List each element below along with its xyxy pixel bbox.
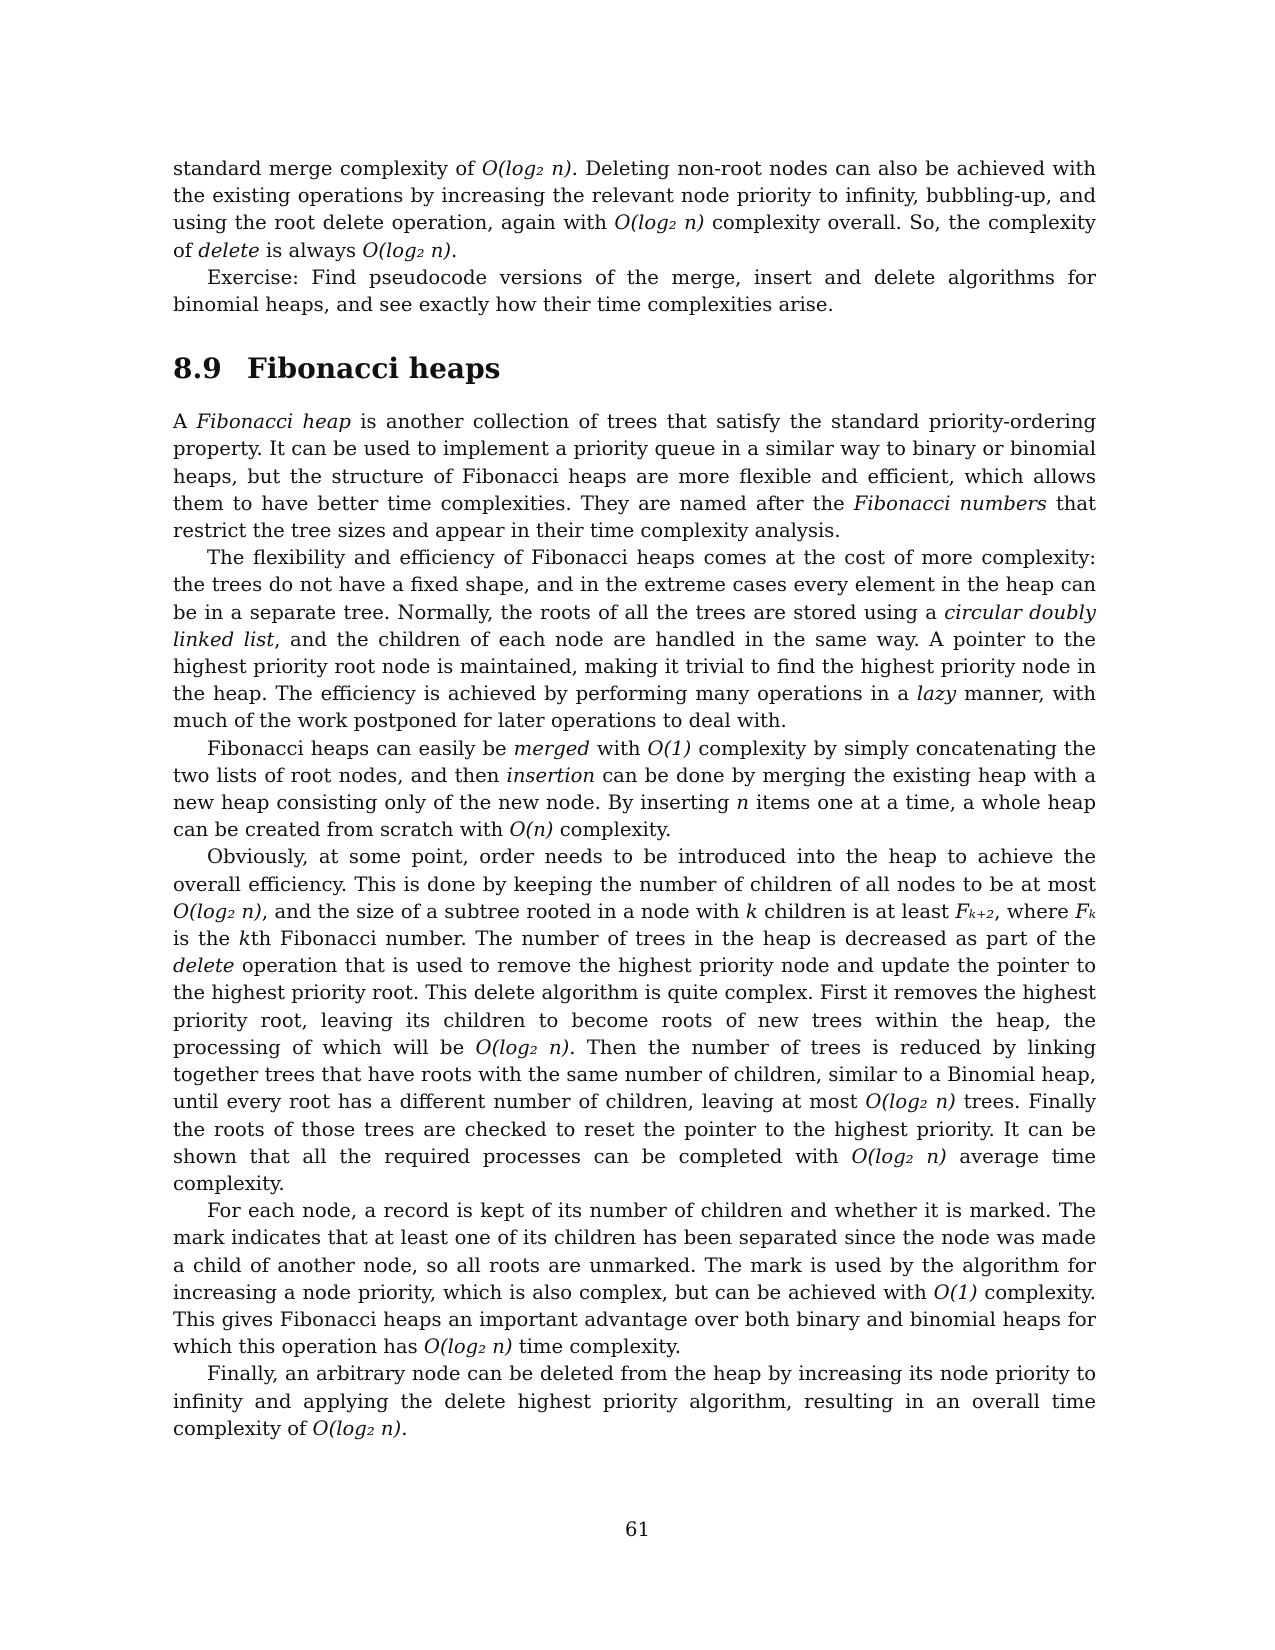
text-run: items one at a time, a whole heap can be created from scratch with bbox=[173, 791, 1096, 842]
math-expression: O(1) bbox=[933, 1280, 978, 1304]
section-heading bbox=[173, 352, 1096, 386]
math-expression: O(log₂ n) bbox=[481, 157, 572, 180]
text-run: . Deleting non-root nodes can also be achieved with the existing operations by increasing the relevant node priority to infinity, bubbling-up, and using the root delete operation, again with bbox=[173, 157, 1096, 235]
page-body bbox=[173, 155, 1096, 1442]
paragraph bbox=[173, 408, 1096, 544]
top-paragraphs bbox=[173, 155, 1096, 318]
section-number: 8.9 bbox=[173, 352, 222, 386]
text-run: manner, with much of the work postponed for later operations to deal with. bbox=[173, 682, 1096, 733]
text-run: , where bbox=[994, 899, 1076, 923]
paragraph bbox=[173, 264, 1096, 318]
math-expression: Fₖ₊₂ bbox=[955, 899, 995, 923]
math-expression: k bbox=[238, 927, 251, 951]
emphasis-term: delete bbox=[173, 954, 235, 978]
text-run: trees. Finally the roots of those trees are checked to reset the pointer to the highest priority. It can be shown that all the required processes can be completed with bbox=[173, 1090, 1097, 1168]
text-run: complexity by simply concatenating the two lists of root nodes, and then bbox=[173, 736, 1096, 787]
math-expression: n bbox=[736, 791, 750, 815]
math-expression: O(log₂ n) bbox=[865, 1090, 956, 1114]
math-expression: O(log₂ n) bbox=[362, 238, 451, 262]
math-expression: Fₖ bbox=[1075, 899, 1096, 923]
text-run: Finally, an arbitrary node can be deleted from the heap by increasing its node priority to infinity and applying the delete highest priority algorithm, resulting in an overall time complexity of bbox=[173, 1362, 1096, 1440]
emphasis-term: insertion bbox=[506, 763, 596, 787]
text-run: , and the children of each node are handled in the same way. A pointer to the highest priority root node is maintained, making it trivial to find the highest priority node in the heap. The efficiency is achieved by performing many operations in a bbox=[173, 627, 1096, 706]
math-expression: O(log₂ n) bbox=[614, 211, 705, 235]
text-run: . Then the number of trees is reduced by linking together trees that have roots with the same number of children, similar to a Binomial heap, until every root has a different number of children, leaving at most bbox=[173, 1035, 1096, 1114]
paragraph bbox=[173, 1360, 1096, 1442]
text-run: time complexity. bbox=[512, 1335, 681, 1359]
emphasis-term: Fibonacci numbers bbox=[853, 491, 1047, 515]
paragraph bbox=[173, 155, 1096, 264]
paragraph bbox=[173, 843, 1096, 1197]
text-run: is the bbox=[173, 927, 239, 951]
section-paragraphs bbox=[173, 408, 1096, 1442]
math-expression: O(log₂ n) bbox=[475, 1035, 570, 1059]
text-run: standard merge complexity of bbox=[173, 157, 482, 180]
text-run: Fibonacci heaps can easily be bbox=[207, 736, 514, 760]
paragraph bbox=[173, 735, 1096, 844]
text-run: For each node, a record is kept of its number of children and whether it is marked. The mark indicates that at least one of its children has been separated since the node was made a child of another node, so all roots are unmarked. The mark is used by the algorithm for increasing a node priority, which is also complex, but can be achieved with bbox=[173, 1199, 1096, 1304]
emphasis-term: lazy bbox=[916, 682, 957, 706]
text-run: with bbox=[589, 736, 648, 760]
text-run: is always bbox=[259, 238, 363, 262]
text-run: complexity. This gives Fibonacci heaps an important advantage over both binary and binomial heaps for which this operation has bbox=[173, 1280, 1096, 1359]
page-number: 61 bbox=[625, 1518, 650, 1541]
text-run: . bbox=[450, 238, 458, 262]
text-run: complexity. bbox=[553, 818, 672, 842]
math-expression: O(log₂ n) bbox=[423, 1335, 513, 1359]
section-title: Fibonacci heaps bbox=[247, 352, 501, 386]
math-expression: O(log₂ n) bbox=[173, 899, 262, 923]
text-run: , and the size of a subtree rooted in a node with bbox=[261, 899, 746, 923]
text-run: operation that is used to remove the highest priority node and update the pointer to the highest priority root. This delete algorithm is quite complex. First it removes the highest priority root, leaving its children to become roots of new trees within the heap, the processing of which will be bbox=[173, 954, 1096, 1059]
text-run: . bbox=[401, 1416, 408, 1440]
text-run: th Fibonacci number. The number of trees in the heap is decreased as part of the bbox=[250, 927, 1096, 951]
emphasis-term: circular doubly linked list bbox=[173, 600, 1096, 651]
text-run: Exercise: Find pseudocode versions of the merge, insert and delete algorithms for binomial heaps, and see exactly how their time complexities arise. bbox=[173, 265, 1096, 317]
text-run: complexity overall. So, the complexity of bbox=[173, 211, 1096, 262]
text-run: that restrict the tree sizes and appear in their time complexity analysis. bbox=[173, 491, 1096, 543]
paragraph bbox=[173, 1197, 1096, 1360]
math-expression: O(log₂ n) bbox=[312, 1416, 402, 1440]
math-expression: O(n) bbox=[509, 818, 554, 842]
text-run: A bbox=[173, 410, 197, 434]
emphasis-term: merged bbox=[513, 736, 590, 760]
text-run: can be done by merging the existing heap with a new heap consisting only of the new node. By inserting bbox=[173, 763, 1096, 815]
text-run: children is at least bbox=[757, 899, 956, 923]
text-run: average time complexity. bbox=[173, 1144, 1097, 1195]
text-run: The flexibility and efficiency of Fibonacci heaps comes at the cost of more complexity: the trees do not have a fixed shape, and in the extreme cases every element in the heap can be in a separate tree. Normally, the roots of all the trees are stored using a bbox=[173, 546, 1096, 624]
emphasis-term: delete bbox=[198, 238, 260, 262]
math-expression: O(log₂ n) bbox=[851, 1144, 947, 1168]
emphasis-term: Fibonacci heap bbox=[196, 410, 351, 434]
math-expression: k bbox=[745, 899, 758, 923]
math-expression: O(1) bbox=[647, 736, 692, 760]
text-run: is another collection of trees that satisfy the standard priority-ordering property. It can be used to implement a priority queue in a similar way to binary or binomial heaps, but the structure of Fibonacci heaps are more flexible and efficient, which allows them to have better time complexities. They are named after the bbox=[173, 410, 1096, 515]
text-run: Obviously, at some point, order needs to be introduced into the heap to achieve the overall efficiency. This is done by keeping the number of children of all nodes to be at most bbox=[173, 845, 1096, 896]
paragraph bbox=[173, 544, 1096, 734]
